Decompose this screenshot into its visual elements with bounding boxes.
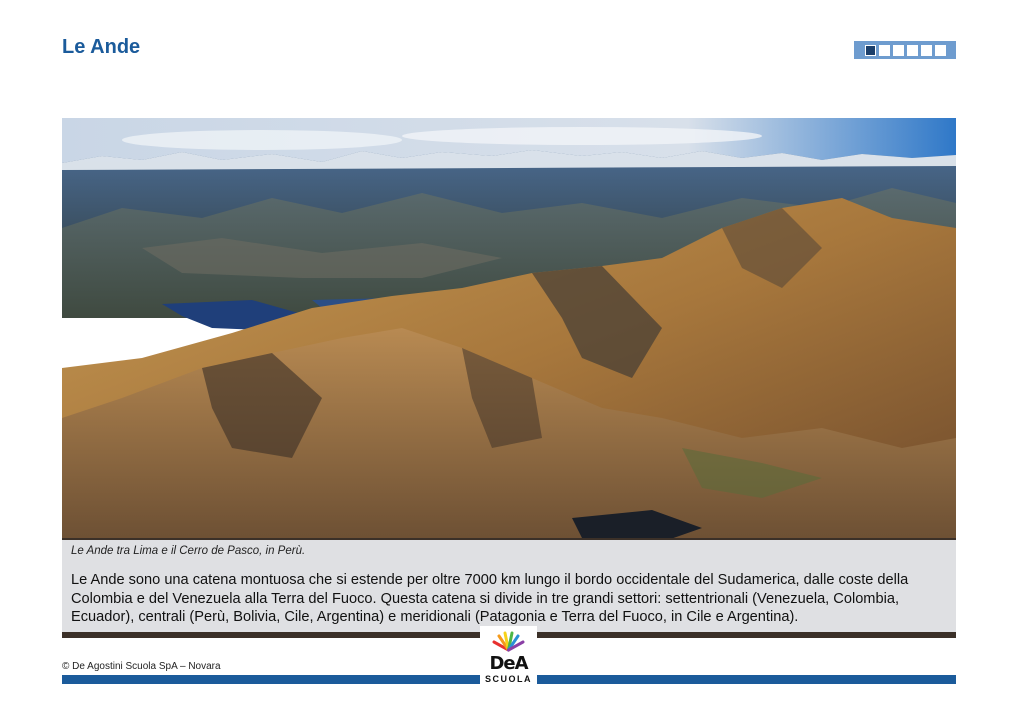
pager-slide-3[interactable]	[893, 45, 904, 56]
page-title: Le Ande	[62, 36, 141, 58]
logo-brand: DeA	[489, 653, 528, 674]
footer-bar-left	[62, 675, 480, 684]
photo-caption: Le Ande tra Lima e il Cerro de Pasco, in Perù.	[71, 545, 306, 557]
description-text: Le Ande sono una catena montuosa che si estende per oltre 7000 km lungo il bordo occidentale del Sudamerica, dalle coste della Colombia e del Venezuela alla Terra del Fuoco. Questa catena si divide in tre grandi settori: settentrionali (Venezuela, Colombia, Ecuador), centrali (Perù, Bolivia, Cile, Argentina) e meridionali (Patagonia e Terra del Fuoco, in Cile e Argentina).	[71, 572, 909, 625]
pager-slide-5[interactable]	[921, 45, 932, 56]
pager-slide-6[interactable]	[935, 45, 946, 56]
pager-slide-1[interactable]	[865, 45, 876, 56]
caption-panel	[62, 540, 956, 632]
slide-pager[interactable]	[854, 41, 956, 59]
logo-subtitle: SCUOLA	[485, 674, 532, 684]
pager-slide-4[interactable]	[907, 45, 918, 56]
footer-bar-right	[537, 675, 956, 684]
logo-rays-icon	[480, 626, 537, 656]
copyright-text: © De Agostini Scuola SpA – Novara	[62, 661, 221, 672]
dea-scuola-logo	[480, 626, 537, 686]
pager-slide-2[interactable]	[879, 45, 890, 56]
